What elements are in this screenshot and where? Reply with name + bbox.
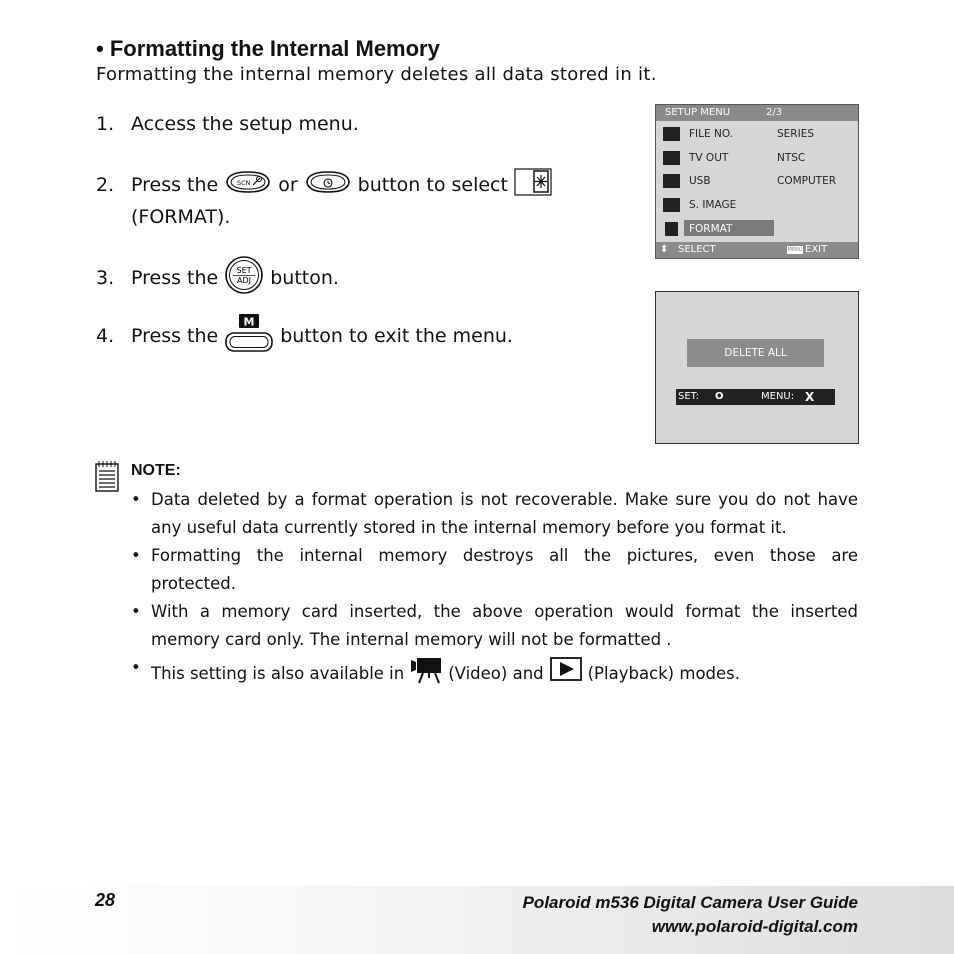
delete-all-option: DELETE ALL bbox=[687, 339, 824, 367]
menu-x-icon: X bbox=[805, 390, 815, 404]
menu-row-value: NTSC bbox=[777, 152, 806, 164]
setup-menu-title: SETUP MENU bbox=[665, 107, 731, 118]
delete-screen-footer bbox=[676, 389, 835, 405]
menu-row-file-no bbox=[656, 124, 858, 144]
menu-button-icon bbox=[224, 313, 274, 358]
note-bullet: • Formatting the internal memory destroys all the pictures, even those are protected. bbox=[131, 542, 858, 598]
menu-row-tv-out bbox=[656, 148, 858, 168]
menu-row-s-image bbox=[656, 195, 858, 215]
setup-menu-screen bbox=[655, 104, 859, 259]
step-text-format: (FORMAT). bbox=[131, 206, 231, 228]
set-adj-button-icon bbox=[224, 255, 264, 300]
tv-icon bbox=[663, 151, 680, 165]
step-text-exit: button to exit the menu. bbox=[280, 324, 513, 347]
step-4 bbox=[96, 313, 513, 358]
format-icon bbox=[514, 168, 552, 201]
note-bullet: • This setting is also available in (Video) and (Playback) modes. bbox=[131, 654, 858, 688]
note-bullet-text: Data deleted by a format operation is not recoverable. Make sure you do not have any useful data currently stored in the internal memory before you format it. bbox=[151, 490, 858, 537]
menu-row-label: FILE NO. bbox=[689, 128, 733, 140]
set-circle-icon: O bbox=[715, 391, 724, 402]
step-text: Press the bbox=[131, 266, 219, 289]
setup-menu-footer bbox=[656, 242, 858, 258]
note-bullet-text: (Video) and bbox=[448, 663, 544, 683]
intro-text: Formatting the internal memory deletes all data stored in it. bbox=[96, 64, 657, 85]
step-3 bbox=[96, 255, 339, 300]
start-image-icon bbox=[663, 198, 680, 212]
setup-menu-page: 2/3 bbox=[766, 107, 783, 118]
note-bullet-text: (Playback) modes. bbox=[587, 663, 741, 683]
set-label: SET: bbox=[678, 391, 700, 402]
footer-select: SELECT bbox=[678, 244, 716, 255]
step-text-or: or bbox=[278, 173, 298, 196]
setup-menu-header bbox=[656, 105, 858, 121]
notepad-icon bbox=[95, 460, 119, 496]
step-text: Access the setup menu. bbox=[131, 113, 359, 135]
step-number: 4. bbox=[96, 324, 115, 347]
scn-label: SCN bbox=[237, 179, 251, 187]
adj-label: ADJ bbox=[237, 276, 252, 285]
step-2 bbox=[96, 168, 558, 201]
menu-tag-icon: MENU bbox=[787, 247, 803, 253]
playback-mode-icon bbox=[550, 657, 582, 690]
up-down-arrows-icon: ⬍ bbox=[660, 244, 669, 255]
step-number: 1. bbox=[96, 113, 115, 135]
step-2-cont bbox=[131, 206, 230, 228]
m-label: M bbox=[243, 315, 255, 329]
note-bullet-text: Formatting the internal memory destroys all the pictures, even those are protected. bbox=[151, 546, 858, 593]
menu-row-value: COMPUTER bbox=[777, 175, 837, 187]
step-number: 2. bbox=[96, 173, 115, 196]
set-label: SET bbox=[236, 266, 252, 275]
file-number-icon bbox=[663, 127, 680, 141]
usb-icon bbox=[663, 174, 680, 188]
menu-label: MENU: bbox=[761, 391, 795, 402]
menu-row-label: S. IMAGE bbox=[689, 199, 737, 211]
section-heading: • Formatting the Internal Memory bbox=[96, 36, 440, 61]
menu-row-value: SERIES bbox=[777, 128, 814, 140]
step-text-select: button to select bbox=[357, 173, 508, 196]
guide-title: Polaroid m536 Digital Camera User Guide bbox=[522, 893, 858, 912]
menu-row-format bbox=[656, 219, 858, 239]
menu-row-label: FORMAT bbox=[689, 223, 733, 235]
page-number: 28 bbox=[95, 890, 116, 910]
menu-row-label: TV OUT bbox=[689, 152, 729, 164]
step-1 bbox=[96, 113, 359, 135]
self-timer-button-icon bbox=[304, 169, 352, 200]
note-title: NOTE: bbox=[131, 462, 181, 479]
note-bullet-text: With a memory card inserted, the above operation would format the inserted memory card only. The internal memory will not be formatted . bbox=[151, 602, 858, 649]
format-icon bbox=[665, 222, 678, 236]
step-text: Press the bbox=[131, 324, 219, 347]
video-mode-icon bbox=[410, 654, 444, 693]
menu-row-label: USB bbox=[689, 175, 711, 187]
footer-exit: EXIT bbox=[805, 244, 828, 255]
step-number: 3. bbox=[96, 266, 115, 289]
note-bullet: • Data deleted by a format operation is not recoverable. Make sure you do not have any useful data currently stored in the internal memory before you format it. bbox=[131, 486, 858, 542]
step-text-button: button. bbox=[270, 266, 339, 289]
scene-button-icon bbox=[224, 169, 272, 200]
note-bullet-last bbox=[151, 654, 858, 693]
note-bullet: • With a memory card inserted, the above operation would format the inserted memory card only. The internal memory will not be formatted . bbox=[131, 598, 858, 654]
note-bullet-text: This setting is also available in bbox=[151, 663, 405, 683]
website-url: www.polaroid-digital.com bbox=[651, 917, 858, 936]
menu-row-usb bbox=[656, 171, 858, 191]
delete-all-screen bbox=[655, 291, 859, 444]
step-text: Press the bbox=[131, 173, 219, 196]
